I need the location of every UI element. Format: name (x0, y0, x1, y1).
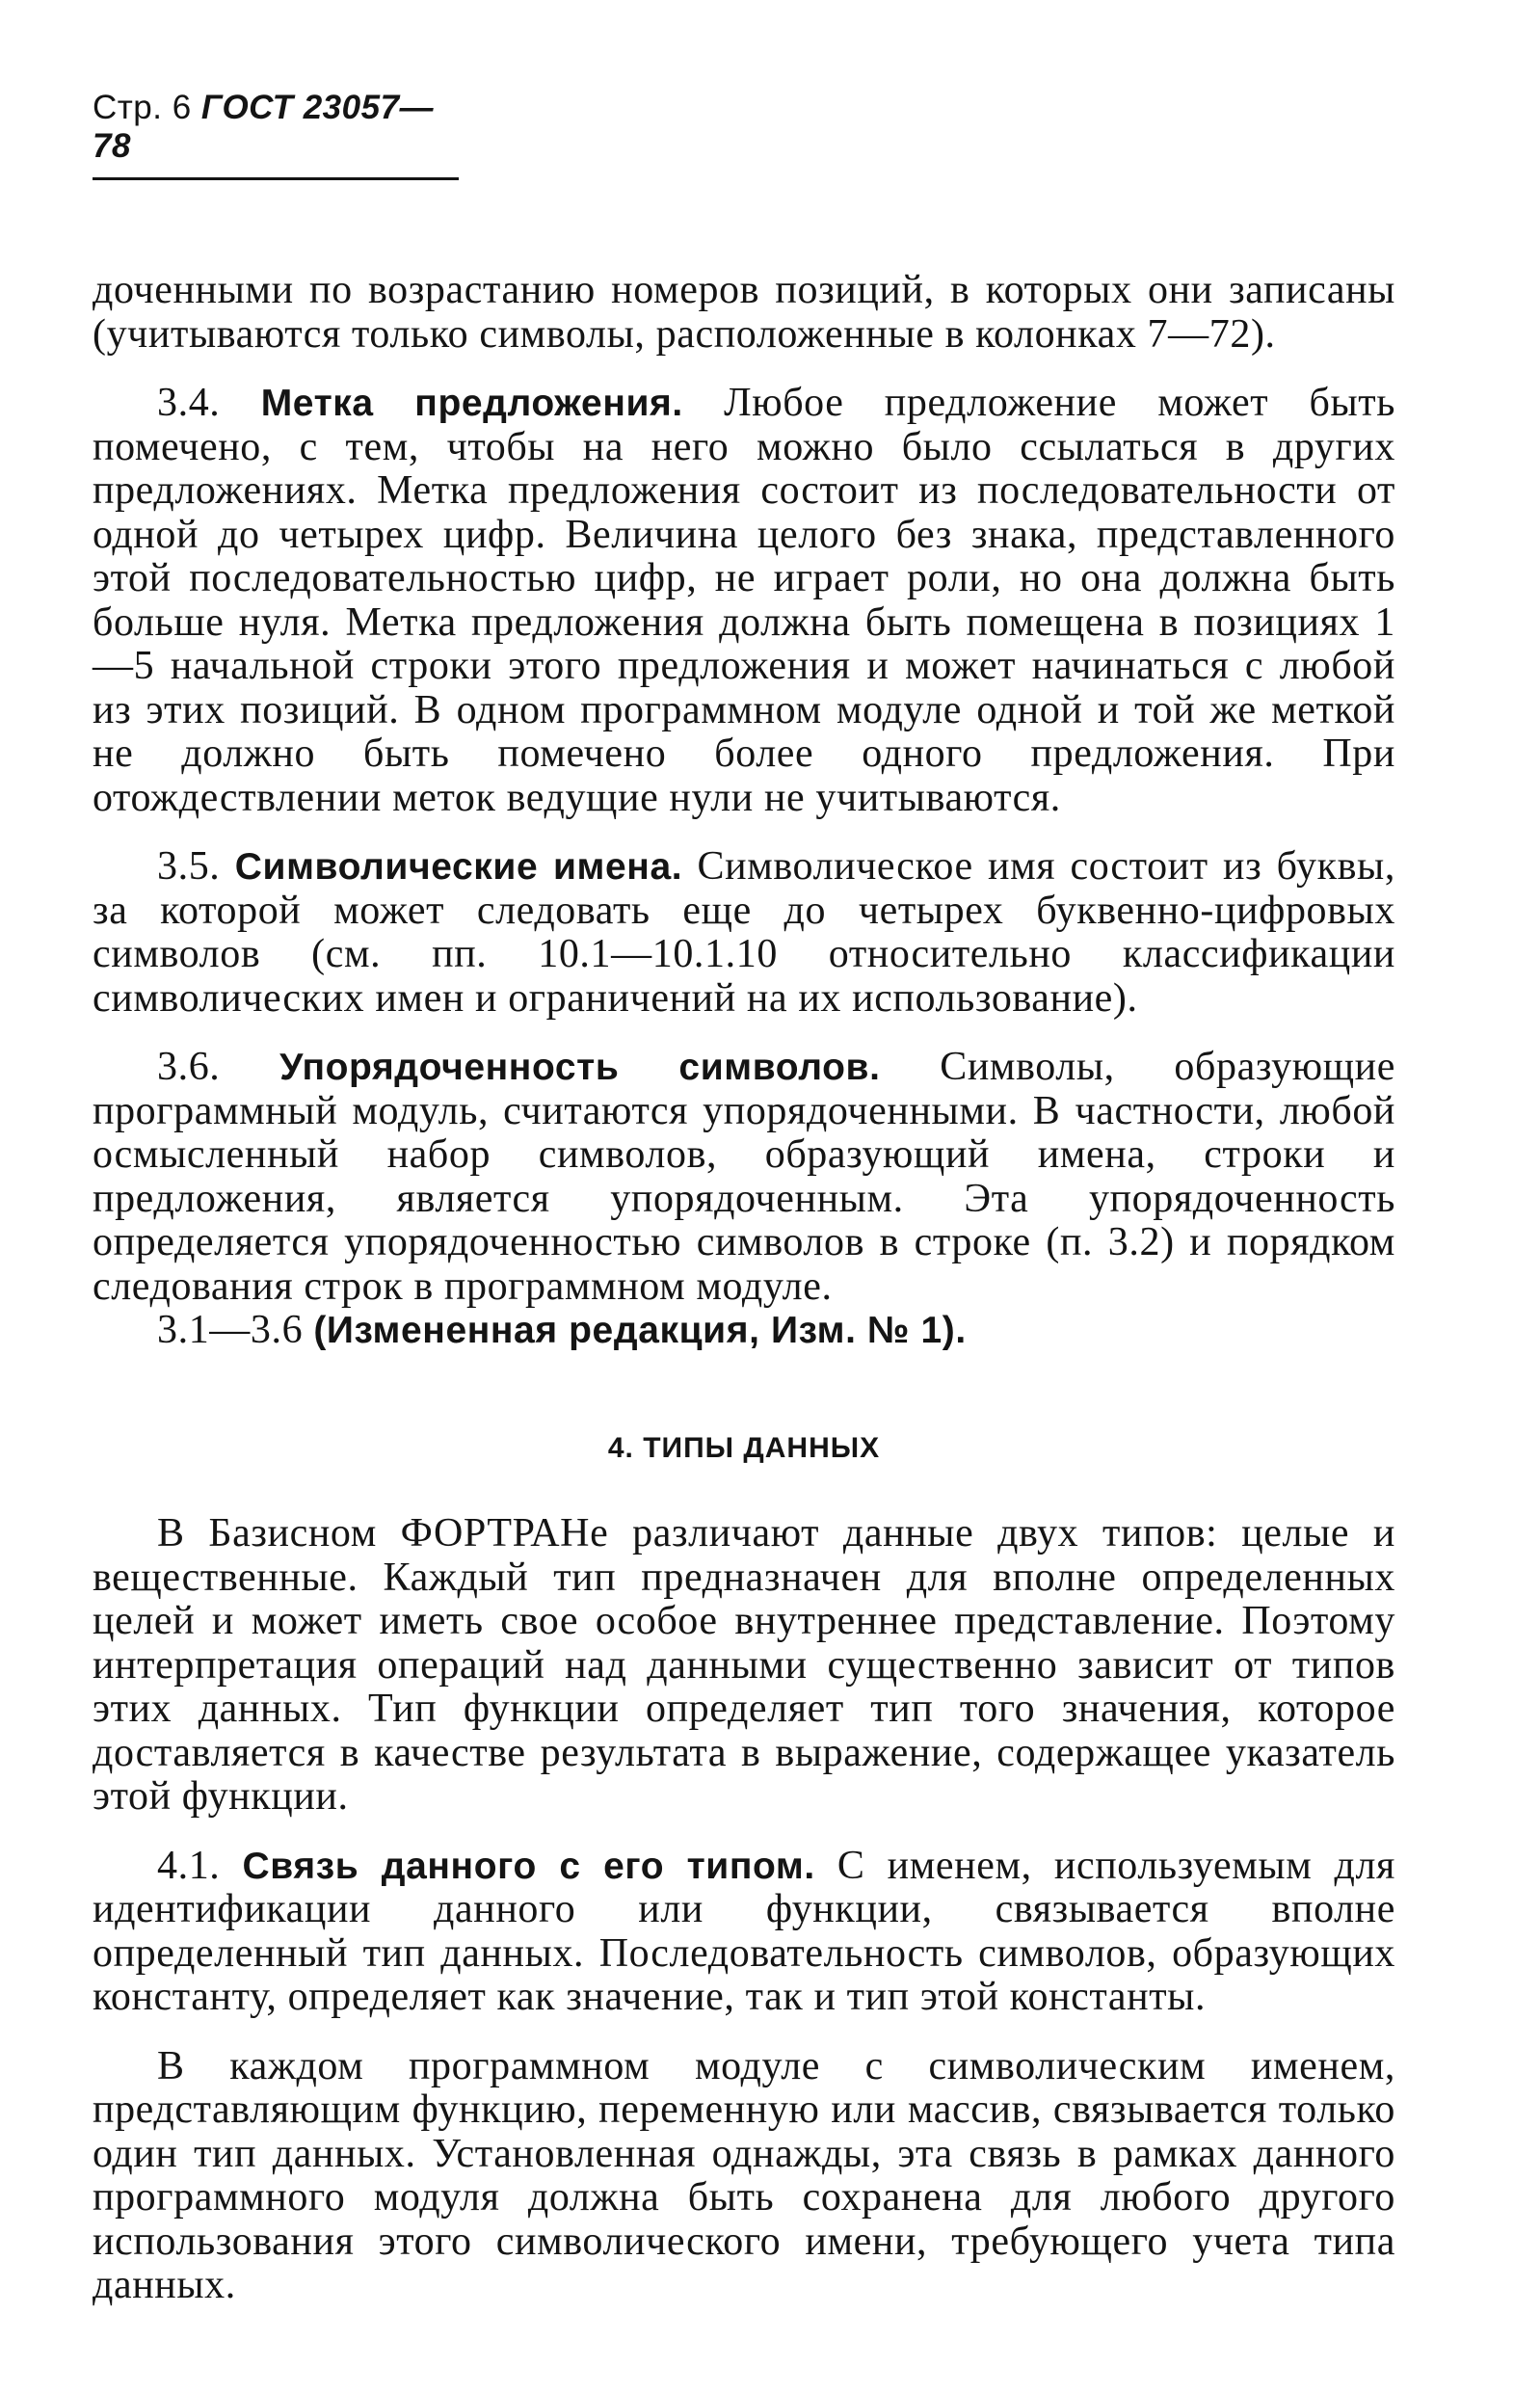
clause-number: 3.5. (157, 844, 221, 889)
clause-body: Любое предложение может быть помечено, с тем, чтобы на него можно было ссылаться в других предложениях. Метка предложения состоит из последовательности от одной до четырех цифр. Величина целого без знака, представленного этой последовательностью цифр, не играет роли, но она должна быть больше нуля. Метка предложения должна быть помещена в позициях 1—5 начальной строки этого предложения и может начинаться с любой из этих позиций. В одном программном модуле одной и той же меткой не должно быть помечено более одного предложения. При отождествлении меток ведущие нули не учитываются. (93, 381, 1396, 820)
clause-number: 4.1. (157, 1843, 221, 1888)
standard-number: ГОСТ 23057—78 (93, 89, 435, 165)
paragraph-3-5 (93, 845, 1395, 1021)
amendment-text: (Измененная редакция, Изм. № 1). (313, 1310, 967, 1351)
clause-title: Упорядоченность символов. (279, 1047, 881, 1088)
clause-body: Символическое имя состоит из буквы, за которой может следовать еще до четырех буквенно-цифровых символов (см. пп. 10.1—10.1.10 относительно классификации символических имен и ограничений на их использование). (93, 844, 1395, 1021)
paragraph-3-4 (93, 382, 1395, 820)
paragraph-4-1 (93, 1845, 1395, 2020)
clause-title: Символические имена. (234, 846, 683, 888)
paragraph-3-6 (93, 1046, 1395, 1309)
page-number: Стр. 6 (93, 89, 192, 126)
paragraph-4-1-continued: В каждом программном модуле с символическим именем, представляющим функцию, переменную или массив, связывается только один тип данных. Установленная однажды, эта связь в рамках данного программного модуля должна быть сохранена для любого другого использования этого символического имени, требующего учета типа данных. (93, 2043, 1395, 2307)
section-heading: 4. ТИПЫ ДАННЫХ (607, 1431, 881, 1464)
document-page (93, 89, 1395, 2308)
clause-body: Символы, образующие программный модуль, считаются упорядоченными. В частности, любой осмысленный набор символов, образующий имена, строки и предложения, является упорядоченным. Эта упорядоченность определяется упорядоченностью символов в строке (п. 3.2) и порядком следования строк в программном модуле. (93, 1045, 1395, 1309)
paragraph-continuation: доченными по возрастанию номеров позиций, в которых они записаны (учитываются только символы, расположенные в колонках 7—72). (93, 268, 1395, 357)
clause-title: Связь данного с его типом. (242, 1845, 815, 1887)
clause-number: 3.4. (157, 381, 221, 425)
clause-body: С именем, используемым для идентификации данного или функции, связывается вполне определенный тип данных. Последовательность символов, образующих константу, определяет как значение, так и тип этой константы. (93, 1843, 1395, 2019)
clause-number: 3.6. (157, 1045, 221, 1089)
amendment-note (93, 1309, 1395, 1353)
clause-title: Метка предложения. (260, 383, 683, 424)
section-intro: В Базисном ФОРТРАНе различают данные двух типов: целые и вещественные. Каждый тип предназначен для вполне определенных целей и может иметь свое особое внутреннее представление. Поэтому интерпретация операций над данными существенно зависит от типов этих данных. Тип функции определяет тип того значения, которое доставляется в качестве результата в выражение, содержащее указатель этой функции. (93, 1511, 1395, 1819)
amendment-range: 3.1—3.6 (157, 1308, 304, 1352)
body-text (93, 269, 1395, 2308)
page-header (93, 89, 459, 180)
